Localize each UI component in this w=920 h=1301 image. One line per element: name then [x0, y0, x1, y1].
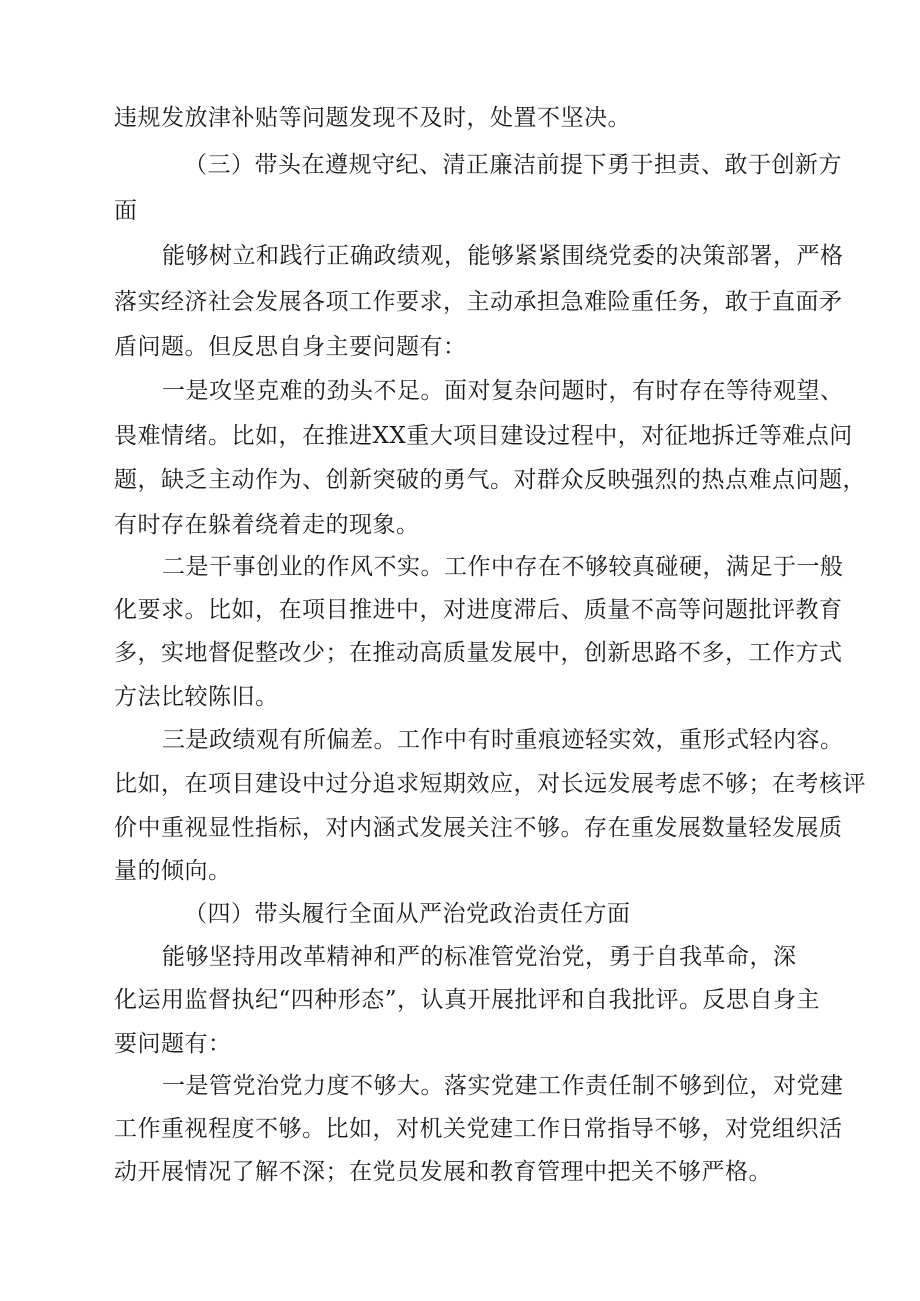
section-heading-4: （四）带头履行全面从严治党政治责任方面 [184, 901, 631, 927]
paragraph-3-line-2: 化要求。比如，在项目推进中，对进度滞后、质量不高等问题批评教育 [114, 597, 843, 623]
section-heading-3: （三）带头在遵规守纪、清正廉洁前提下勇于担责、敢于创新方 [184, 152, 842, 178]
paragraph-4-line-2: 比如，在项目建设中过分追求短期效应，对长远发展考虑不够；在考核评 [114, 771, 866, 797]
paragraph-3-line-4: 方法比较陈旧。 [114, 684, 279, 710]
paragraph-3-line-1: 二是干事创业的作风不实。工作中存在不够较真碰硬，满足于一般 [162, 554, 844, 580]
paragraph-4-line-1: 三是政绩观有所偏差。工作中有时重痕迹轻实效，重形式轻内容。 [162, 727, 844, 753]
section-heading-3-continued: 面 [114, 198, 138, 224]
paragraph-4-line-4: 量的倾向。 [114, 858, 232, 884]
paragraph-5-line-2: 化运用监督执纪“四种形态”，认真开展批评和自我批评。反思自身主 [114, 987, 821, 1013]
paragraph-5-line-3: 要问题有： [114, 1031, 232, 1057]
paragraph-1-line-3: 盾问题。但反思自身主要问题有： [114, 334, 467, 360]
paragraph-4-line-3: 价中重视显性指标，对内涵式发展关注不够。存在重发展数量轻发展质 [114, 815, 843, 841]
paragraph-2-line-4: 有时存在躲着绕着走的现象。 [114, 512, 420, 538]
paragraph-3-line-3: 多，实地督促整改少；在推动高质量发展中，创新思路不多，工作方式 [114, 640, 843, 666]
paragraph-2-line-1: 一是攻坚克难的劲头不足。面对复杂问题时，有时存在等待观望、 [162, 378, 844, 404]
body-line-1: 违规发放津补贴等问题发现不及时，处置不坚决。 [114, 105, 631, 131]
paragraph-2-line-2: 畏难情绪。比如，在推进XX重大项目建设过程中，对征地拆迁等难点问 [114, 423, 853, 449]
paragraph-6-line-1: 一是管党治党力度不够大。落实党建工作责任制不够到位，对党建 [162, 1073, 844, 1099]
paragraph-2-line-3: 题，缺乏主动作为、创新突破的勇气。对群众反映强烈的热点难点问题， [114, 467, 866, 493]
paragraph-6-line-2: 工作重视程度不够。比如，对机关党建工作日常指导不够，对党组织活 [114, 1116, 843, 1142]
paragraph-6-line-3: 动开展情况了解不深；在党员发展和教育管理中把关不够严格。 [114, 1159, 772, 1185]
paragraph-1-line-1: 能够树立和践行正确政绩观，能够紧紧围绕党委的决策部署，严格 [162, 243, 844, 269]
paragraph-5-line-1: 能够坚持用改革精神和严的标准管党治党，勇于自我革命，深 [162, 944, 797, 970]
paragraph-1-line-2: 落实经济社会发展各项工作要求，主动承担急难险重任务，敢于直面矛 [114, 289, 843, 315]
